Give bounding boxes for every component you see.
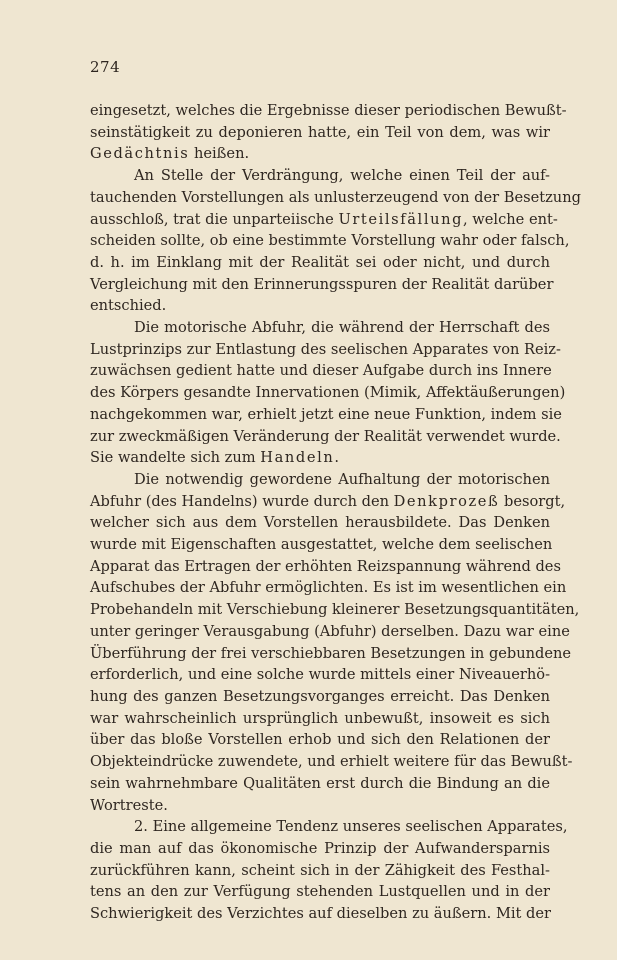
text-line	[90, 100, 567, 122]
text-segment: Überführung der frei verschiebbaren Besetzungen in gebundene	[90, 644, 572, 662]
text-line	[90, 599, 580, 621]
text-line	[90, 382, 566, 404]
text-line	[90, 686, 550, 708]
text-segment: zuwächsen gedient hatte und dieser Aufgabe durch ins Innere	[90, 362, 552, 380]
text-line	[90, 751, 573, 773]
text-line	[90, 664, 550, 686]
text-line	[90, 317, 550, 339]
text-line	[90, 773, 550, 795]
text-segment: heißen.	[189, 145, 250, 163]
text-line	[90, 404, 562, 426]
text-line	[90, 729, 550, 751]
text-segment: zurückführen kann, scheint sich in der Zähigkeit des Festhal-	[90, 861, 550, 879]
text-segment: sein wahrnehmbare Qualitäten erst durch die Bindung an die	[90, 774, 550, 792]
emphasized-term: Denkprozeß	[393, 492, 500, 510]
text-segment: Objekteindrücke zuwendete, und erhielt weitere für das Bewußt-	[90, 753, 573, 771]
text-segment: war wahrscheinlich ursprünglich unbewußt, insoweit es sich	[90, 709, 550, 727]
text-segment: erforderlich, und eine solche wurde mittels einer Niveauerhö-	[90, 666, 550, 684]
text-segment: Apparat das Ertragen der erhöhten Reizspannung während des	[90, 557, 561, 575]
text-segment: tens an den zur Verfügung stehenden Lustquellen und in der	[90, 883, 550, 901]
text-line	[90, 643, 572, 665]
text-segment: d. h. im Einklang mit der Realität sei oder nicht, und durch	[90, 253, 550, 271]
text-line	[90, 621, 570, 643]
text-segment: welcher sich aus dem Vorstellen herausbildete. Das Denken	[90, 514, 550, 532]
text-line	[90, 339, 561, 361]
text-line	[90, 187, 581, 209]
text-line	[90, 230, 570, 252]
text-line	[90, 274, 554, 296]
text-line	[90, 838, 550, 860]
text-line	[90, 534, 553, 556]
text-line	[90, 577, 567, 599]
text-segment: , welche ent-	[463, 210, 558, 228]
text-line	[90, 209, 558, 231]
text-segment: Vergleichung mit den Erinnerungsspuren der Realität darüber	[90, 275, 554, 293]
text-line	[90, 122, 550, 144]
text-segment: seinstätigkeit zu deponieren hatte, ein Teil von dem, was wir	[90, 123, 550, 141]
text-line	[90, 165, 550, 187]
text-segment: besorgt,	[499, 492, 566, 510]
text-line	[90, 295, 550, 317]
text-segment: die man auf das ökonomische Prinzip der Aufwandersparnis	[90, 839, 550, 857]
body-text	[90, 100, 581, 925]
text-segment: entschied.	[90, 297, 167, 315]
emphasized-term: Gedächtnis	[90, 145, 190, 163]
text-line	[90, 447, 550, 469]
text-segment: zur zweckmäßigen Veränderung der Realität verwendet wurde.	[90, 427, 561, 445]
text-segment: Aufschubes der Abfuhr ermöglichten. Es ist im wesentlichen ein	[90, 579, 567, 597]
emphasized-term: Handeln	[260, 449, 335, 467]
text-segment: Abfuhr (des Handelns) wurde durch den	[90, 492, 394, 510]
text-segment: Die motorische Abfuhr, die während der Herrschaft des	[134, 319, 550, 337]
text-segment: ausschloß, trat die unparteiische	[90, 210, 339, 228]
text-line	[90, 491, 566, 513]
text-segment: 2. Eine allgemeine Tendenz unseres seelischen Apparates,	[134, 818, 568, 836]
text-segment: Die notwendig gewordene Aufhaltung der motorischen	[134, 470, 550, 488]
text-segment: hung des ganzen Besetzungsvorganges erreicht. Das Denken	[90, 687, 550, 705]
text-segment: Schwierigkeit des Verzichtes auf dieselben zu äußern. Mit der	[90, 905, 552, 923]
text-segment: über das bloße Vorstellen erhob und sich den Relationen der	[90, 731, 550, 749]
text-line	[90, 881, 550, 903]
text-segment: Sie wandelte sich zum	[90, 449, 261, 467]
page-number: 274	[90, 58, 121, 76]
text-segment: .	[334, 449, 339, 467]
text-line	[90, 469, 550, 491]
text-segment: tauchenden Vorstellungen als unlusterzeugend von der Besetzung	[90, 188, 581, 206]
text-segment: des Körpers gesandte Innervationen (Mimik, Affektäußerungen)	[90, 384, 566, 402]
text-line	[90, 903, 550, 925]
text-line	[90, 816, 568, 838]
text-line	[90, 360, 550, 382]
text-line	[90, 426, 561, 448]
text-segment: scheiden sollte, ob eine bestimmte Vorstellung wahr oder falsch,	[90, 232, 570, 250]
text-line	[90, 860, 550, 882]
text-segment: Lustprinzips zur Entlastung des seelischen Apparates von Reiz-	[90, 340, 561, 358]
text-line	[90, 512, 550, 534]
text-line	[90, 795, 550, 817]
text-line	[90, 252, 550, 274]
text-line	[90, 143, 550, 165]
text-segment: unter geringer Verausgabung (Abfuhr) derselben. Dazu war eine	[90, 622, 570, 640]
text-line	[90, 708, 550, 730]
text-segment: wurde mit Eigenschaften ausgestattet, welche dem seelischen	[90, 536, 553, 554]
text-segment: Wortreste.	[90, 796, 168, 814]
text-segment: nachgekommen war, erhielt jetzt eine neue Funktion, indem sie	[90, 405, 562, 423]
text-line	[90, 556, 561, 578]
text-segment: Probehandeln mit Verschiebung kleinerer Besetzungsquantitäten,	[90, 601, 580, 619]
text-segment: An Stelle der Verdrängung, welche einen Teil der auf-	[134, 167, 550, 185]
emphasized-term: Urteilsfällung	[338, 210, 464, 228]
text-segment: eingesetzt, welches die Ergebnisse dieser periodischen Bewußt-	[90, 102, 567, 119]
